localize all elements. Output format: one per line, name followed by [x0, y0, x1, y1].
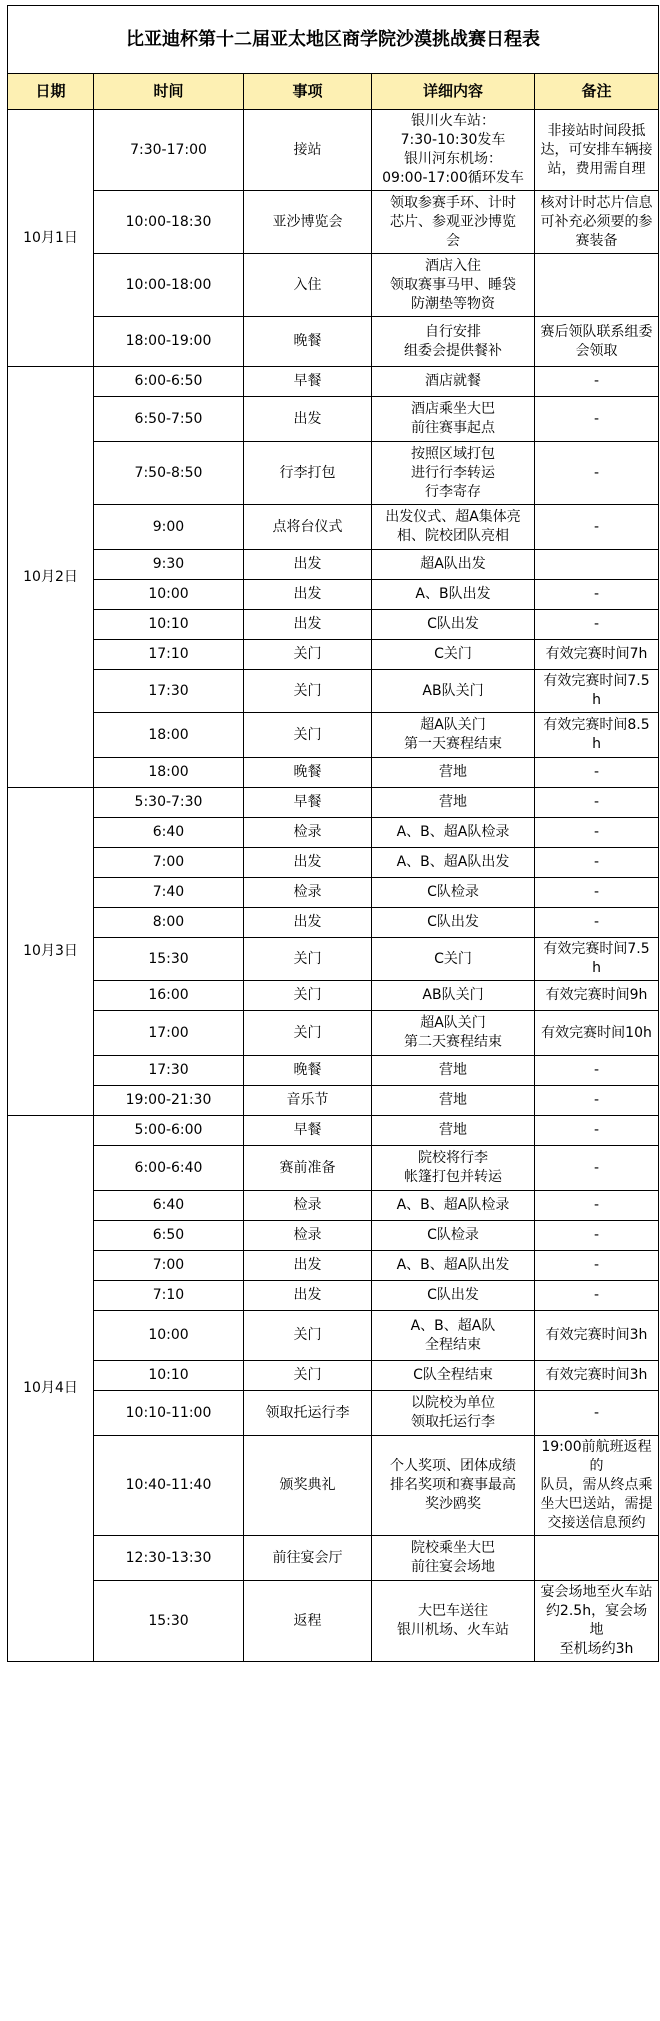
table-row — [8, 848, 659, 878]
detail-cell: 院校乘坐大巴 前往宴会场地 — [372, 1536, 535, 1581]
table-row — [8, 758, 659, 788]
table-row — [8, 1251, 659, 1281]
item-cell: 出发 — [244, 550, 372, 580]
detail-cell: C队出发 — [372, 908, 535, 938]
time-cell: 10:00-18:30 — [94, 191, 244, 254]
detail-cell: A、B队出发 — [372, 580, 535, 610]
detail-cell: A、B、超A队出发 — [372, 848, 535, 878]
item-cell: 关门 — [244, 938, 372, 981]
table-row — [8, 550, 659, 580]
date-cell: 10月4日 — [8, 1116, 94, 1662]
item-cell: 关门 — [244, 640, 372, 670]
item-cell: 返程 — [244, 1581, 372, 1662]
item-cell: 出发 — [244, 397, 372, 442]
time-cell: 6:50-7:50 — [94, 397, 244, 442]
table-row — [8, 254, 659, 317]
table-row — [8, 640, 659, 670]
item-cell: 检录 — [244, 818, 372, 848]
time-cell: 18:00-19:00 — [94, 317, 244, 367]
table-row — [8, 1011, 659, 1056]
schedule-sheet — [7, 5, 658, 1662]
item-cell: 领取托运行李 — [244, 1391, 372, 1436]
time-cell: 7:00 — [94, 1251, 244, 1281]
table-row — [8, 1436, 659, 1536]
header-item: 事项 — [244, 74, 372, 110]
item-cell: 出发 — [244, 1251, 372, 1281]
table-row — [8, 788, 659, 818]
detail-cell: 超A队关门 第一天赛程结束 — [372, 713, 535, 758]
detail-cell: AB队关门 — [372, 670, 535, 713]
table-row — [8, 981, 659, 1011]
detail-cell: 领取参赛手环、计时 芯片、参观亚沙博览 会 — [372, 191, 535, 254]
time-cell: 15:30 — [94, 1581, 244, 1662]
time-cell: 10:00 — [94, 1311, 244, 1361]
page-title: 比亚迪杯第十二届亚太地区商学院沙漠挑战赛日程表 — [8, 6, 659, 74]
time-cell: 17:10 — [94, 640, 244, 670]
date-cell: 10月2日 — [8, 367, 94, 788]
time-cell: 6:40 — [94, 1191, 244, 1221]
item-cell: 检录 — [244, 878, 372, 908]
detail-cell: 酒店乘坐大巴 前往赛事起点 — [372, 397, 535, 442]
table-row — [8, 1581, 659, 1662]
table-row — [8, 505, 659, 550]
table-row — [8, 191, 659, 254]
item-cell: 关门 — [244, 1011, 372, 1056]
table-row — [8, 1536, 659, 1581]
detail-cell: AB队关门 — [372, 981, 535, 1011]
time-cell: 16:00 — [94, 981, 244, 1011]
detail-cell: 超A队关门 第二天赛程结束 — [372, 1011, 535, 1056]
time-cell: 9:00 — [94, 505, 244, 550]
detail-cell: 院校将行李 帐篷打包并转运 — [372, 1146, 535, 1191]
table-row — [8, 818, 659, 848]
detail-cell: C队全程结束 — [372, 1361, 535, 1391]
table-row — [8, 1221, 659, 1251]
time-cell: 7:00 — [94, 848, 244, 878]
item-cell: 出发 — [244, 908, 372, 938]
time-cell: 10:10-11:00 — [94, 1391, 244, 1436]
time-cell: 6:50 — [94, 1221, 244, 1251]
detail-cell: 自行安排 组委会提供餐补 — [372, 317, 535, 367]
item-cell: 晚餐 — [244, 1056, 372, 1086]
note-cell: - — [535, 818, 659, 848]
note-cell: - — [535, 367, 659, 397]
item-cell: 关门 — [244, 1311, 372, 1361]
detail-cell: 超A队出发 — [372, 550, 535, 580]
time-cell: 17:30 — [94, 670, 244, 713]
detail-cell: 出发仪式、超A集体亮 相、院校团队亮相 — [372, 505, 535, 550]
item-cell: 检录 — [244, 1221, 372, 1251]
time-cell: 7:50-8:50 — [94, 442, 244, 505]
table-row — [8, 908, 659, 938]
table-row — [8, 367, 659, 397]
table-row — [8, 1281, 659, 1311]
note-cell: - — [535, 848, 659, 878]
date-cell: 10月3日 — [8, 788, 94, 1116]
note-cell: - — [535, 442, 659, 505]
item-cell: 出发 — [244, 848, 372, 878]
table-row — [8, 713, 659, 758]
note-cell: 核对计时芯片信息 可补充必须要的参 赛装备 — [535, 191, 659, 254]
note-cell — [535, 1536, 659, 1581]
note-cell: 有效完赛时间9h — [535, 981, 659, 1011]
detail-cell: 营地 — [372, 1056, 535, 1086]
item-cell: 点将台仪式 — [244, 505, 372, 550]
header-detail: 详细内容 — [372, 74, 535, 110]
item-cell: 前往宴会厅 — [244, 1536, 372, 1581]
note-cell: 19:00前航班返程的 队员，需从终点乘 坐大巴送站，需提 交接送信息预约 — [535, 1436, 659, 1536]
note-cell: 有效完赛时间3h — [535, 1361, 659, 1391]
time-cell: 9:30 — [94, 550, 244, 580]
header-time: 时间 — [94, 74, 244, 110]
table-row — [8, 878, 659, 908]
detail-cell: 以院校为单位 领取托运行李 — [372, 1391, 535, 1436]
item-cell: 早餐 — [244, 1116, 372, 1146]
detail-cell: 营地 — [372, 788, 535, 818]
item-cell: 音乐节 — [244, 1086, 372, 1116]
time-cell: 10:00 — [94, 580, 244, 610]
note-cell: 宴会场地至火车站 约2.5h，宴会场地 至机场约3h — [535, 1581, 659, 1662]
item-cell: 行李打包 — [244, 442, 372, 505]
note-cell: - — [535, 397, 659, 442]
table-row — [8, 317, 659, 367]
note-cell: 有效完赛时间3h — [535, 1311, 659, 1361]
detail-cell: 大巴车送往 银川机场、火车站 — [372, 1581, 535, 1662]
note-cell: - — [535, 758, 659, 788]
item-cell: 早餐 — [244, 788, 372, 818]
note-cell: - — [535, 610, 659, 640]
table-row — [8, 580, 659, 610]
table-row — [8, 610, 659, 640]
time-cell: 10:00-18:00 — [94, 254, 244, 317]
note-cell: - — [535, 1251, 659, 1281]
detail-cell: A、B、超A队 全程结束 — [372, 1311, 535, 1361]
item-cell: 入住 — [244, 254, 372, 317]
table-row — [8, 938, 659, 981]
item-cell: 关门 — [244, 713, 372, 758]
table-row — [8, 670, 659, 713]
time-cell: 12:30-13:30 — [94, 1536, 244, 1581]
note-cell: - — [535, 1191, 659, 1221]
note-cell: - — [535, 1056, 659, 1086]
item-cell: 关门 — [244, 670, 372, 713]
time-cell: 10:10 — [94, 1361, 244, 1391]
note-cell — [535, 254, 659, 317]
detail-cell: A、B、超A队检录 — [372, 818, 535, 848]
note-cell: 有效完赛时间7.5h — [535, 670, 659, 713]
table-row — [8, 442, 659, 505]
time-cell: 10:10 — [94, 610, 244, 640]
header-date: 日期 — [8, 74, 94, 110]
detail-cell: A、B、超A队检录 — [372, 1191, 535, 1221]
time-cell: 18:00 — [94, 713, 244, 758]
item-cell: 检录 — [244, 1191, 372, 1221]
time-cell: 7:30-17:00 — [94, 110, 244, 191]
time-cell: 7:10 — [94, 1281, 244, 1311]
time-cell: 18:00 — [94, 758, 244, 788]
table-row — [8, 397, 659, 442]
detail-cell: 营地 — [372, 1086, 535, 1116]
detail-cell: A、B、超A队出发 — [372, 1251, 535, 1281]
header-row — [8, 74, 659, 110]
detail-cell: 个人奖项、团体成绩 排名奖项和赛事最高 奖沙鸥奖 — [372, 1436, 535, 1536]
detail-cell: 酒店就餐 — [372, 367, 535, 397]
table-row — [8, 1391, 659, 1436]
table-row — [8, 1116, 659, 1146]
time-cell: 5:00-6:00 — [94, 1116, 244, 1146]
item-cell: 关门 — [244, 981, 372, 1011]
note-cell: - — [535, 908, 659, 938]
note-cell: 有效完赛时间7h — [535, 640, 659, 670]
note-cell: - — [535, 878, 659, 908]
detail-cell: C关门 — [372, 938, 535, 981]
note-cell: - — [535, 1116, 659, 1146]
table-row — [8, 1311, 659, 1361]
item-cell: 出发 — [244, 1281, 372, 1311]
detail-cell: C队出发 — [372, 1281, 535, 1311]
detail-cell: C队出发 — [372, 610, 535, 640]
item-cell: 早餐 — [244, 367, 372, 397]
table-row — [8, 110, 659, 191]
note-cell: 有效完赛时间7.5h — [535, 938, 659, 981]
table-row — [8, 1056, 659, 1086]
time-cell: 7:40 — [94, 878, 244, 908]
item-cell: 接站 — [244, 110, 372, 191]
note-cell: - — [535, 788, 659, 818]
item-cell: 颁奖典礼 — [244, 1436, 372, 1536]
detail-cell: C关门 — [372, 640, 535, 670]
time-cell: 5:30-7:30 — [94, 788, 244, 818]
note-cell: - — [535, 1281, 659, 1311]
header-note: 备注 — [535, 74, 659, 110]
time-cell: 17:00 — [94, 1011, 244, 1056]
table-row — [8, 1146, 659, 1191]
item-cell: 晚餐 — [244, 758, 372, 788]
note-cell: - — [535, 1391, 659, 1436]
note-cell — [535, 550, 659, 580]
schedule-body — [8, 110, 659, 1662]
note-cell: - — [535, 580, 659, 610]
item-cell: 晚餐 — [244, 317, 372, 367]
item-cell: 出发 — [244, 580, 372, 610]
table-row — [8, 1191, 659, 1221]
detail-cell: 营地 — [372, 758, 535, 788]
note-cell: 赛后领队联系组委 会领取 — [535, 317, 659, 367]
item-cell: 出发 — [244, 610, 372, 640]
note-cell: - — [535, 505, 659, 550]
table-row — [8, 1361, 659, 1391]
time-cell: 6:40 — [94, 818, 244, 848]
detail-cell: C队检录 — [372, 1221, 535, 1251]
note-cell: 有效完赛时间10h — [535, 1011, 659, 1056]
time-cell: 15:30 — [94, 938, 244, 981]
time-cell: 17:30 — [94, 1056, 244, 1086]
item-cell: 赛前准备 — [244, 1146, 372, 1191]
schedule-table — [7, 5, 659, 1662]
detail-cell: 酒店入住 领取赛事马甲、睡袋 防潮垫等物资 — [372, 254, 535, 317]
item-cell: 关门 — [244, 1361, 372, 1391]
detail-cell: C队检录 — [372, 878, 535, 908]
table-row — [8, 1086, 659, 1116]
time-cell: 19:00-21:30 — [94, 1086, 244, 1116]
note-cell: - — [535, 1221, 659, 1251]
note-cell: 非接站时间段抵 达，可安排车辆接 站，费用需自理 — [535, 110, 659, 191]
detail-cell: 银川火车站： 7:30-10:30发车 银川河东机场： 09:00-17:00循环发车 — [372, 110, 535, 191]
note-cell: 有效完赛时间8.5h — [535, 713, 659, 758]
time-cell: 8:00 — [94, 908, 244, 938]
detail-cell: 按照区域打包 进行行李转运 行李寄存 — [372, 442, 535, 505]
date-cell: 10月1日 — [8, 110, 94, 367]
note-cell: - — [535, 1086, 659, 1116]
detail-cell: 营地 — [372, 1116, 535, 1146]
item-cell: 亚沙博览会 — [244, 191, 372, 254]
time-cell: 6:00-6:50 — [94, 367, 244, 397]
time-cell: 6:00-6:40 — [94, 1146, 244, 1191]
note-cell: - — [535, 1146, 659, 1191]
time-cell: 10:40-11:40 — [94, 1436, 244, 1536]
